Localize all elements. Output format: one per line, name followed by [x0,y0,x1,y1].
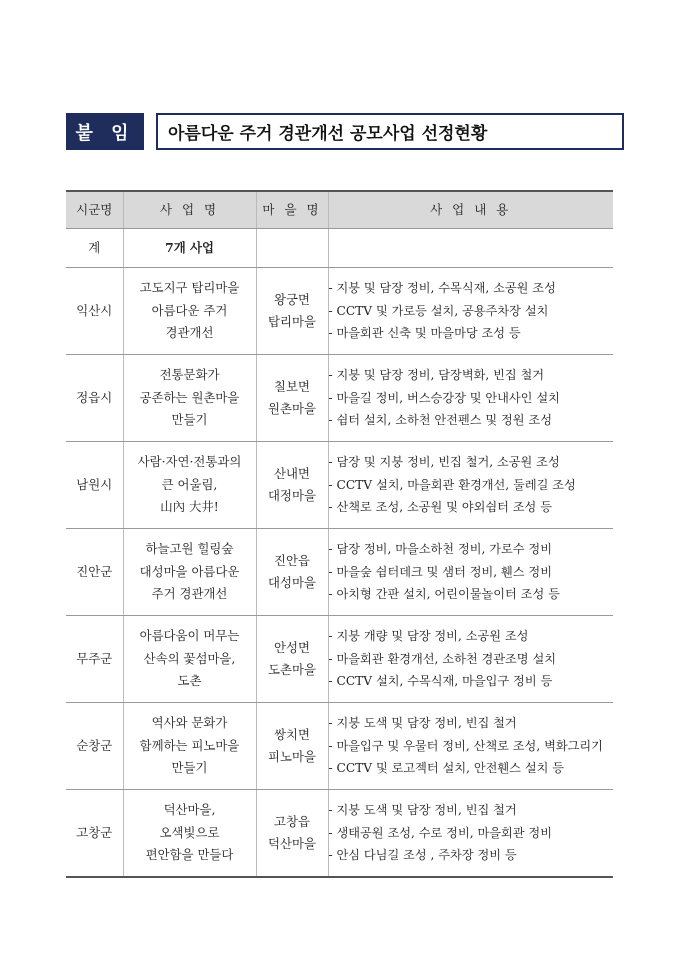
description-line: - 생태공원 조성, 수로 정비, 마을회관 정비 [328,825,552,840]
project-line: 山內 大井! [160,499,219,515]
village-line: 안성면 [274,639,310,655]
table-row [66,616,613,703]
title-box [156,113,624,150]
total-label: 계 [66,229,123,268]
table-header-row [66,191,613,229]
project-line: 덕산마을, [163,802,216,818]
table-row [66,442,613,529]
project-line: 만들기 [171,412,208,428]
village-line: 고창읍 [274,813,310,829]
description-line: - 담장 정비, 마을소하천 정비, 가로수 정비 [328,542,552,557]
description-line: - 마을길 정비, 버스승강장 및 안내사인 설치 [328,390,560,405]
city-cell: 익산시 [66,268,123,355]
project-cell [123,790,256,878]
village-cell [256,529,328,616]
table-row [66,790,613,878]
description-line: - 지붕 도색 및 담장 정비, 빈집 철거 [328,803,517,818]
village-line: 산내면 [274,465,310,481]
header-project: 사 업 명 [123,191,256,229]
total-row [66,229,613,268]
description-line: - 마을회관 환경개선, 소하천 경관조명 설치 [328,651,557,666]
village-cell [256,355,328,442]
village-line: 피노마을 [268,749,316,764]
project-cell [123,529,256,616]
project-cell [123,355,256,442]
description-line: - CCTV 및 가로등 설치, 공용주차장 설치 [328,303,549,318]
city-cell: 순창군 [66,703,123,790]
description-line: - 마을회관 신축 및 마을마당 조성 등 [328,326,521,341]
total-desc [328,229,613,268]
description-line: - CCTV 설치, 수목식재, 마을입구 정비 등 [328,674,553,689]
city-cell: 고창군 [66,790,123,878]
project-line: 편안함을 만들다 [145,847,234,863]
project-line: 도촌 [177,673,202,689]
project-cell [123,616,256,703]
description-line: - 안심 다님길 조성 , 주차장 정비 등 [328,848,517,863]
project-line: 전통문화가 [159,367,220,383]
village-line: 진안읍 [274,552,310,568]
project-line: 사람·자연·전통과의 [137,454,242,470]
description-cell [328,616,613,703]
total-count: 7개 사업 [123,229,256,268]
village-line: 원촌마을 [268,401,316,416]
project-line: 아름다움이 머무는 [139,628,240,644]
project-line: 함께하는 피노마을 [139,737,240,753]
total-village [256,229,328,268]
header-city: 시군명 [66,191,123,229]
project-line: 고도지구 탑리마을 [139,280,240,296]
description-cell [328,790,613,878]
description-line: - 지붕 및 담장 정비, 담장벽화, 빈집 철거 [328,368,545,383]
project-line: 공존하는 원촌마을 [139,389,240,405]
header-village: 마 을 명 [256,191,328,229]
description-cell [328,355,613,442]
title-text: 아름다운 주거 경관개선 공모사업 선정현황 [168,124,488,144]
project-line: 주거 경관개선 [151,586,228,602]
description-line: - CCTV 및 로고젝터 설치, 안전휀스 설치 등 [328,761,565,776]
header-description: 사 업 내 용 [328,191,613,229]
description-line: - 마을숲 쉼터데크 및 샘터 정비, 휀스 정비 [328,564,552,579]
project-cell [123,703,256,790]
project-cell [123,442,256,529]
city-cell: 진안군 [66,529,123,616]
description-cell [328,529,613,616]
table-row [66,268,613,355]
village-line: 대성마을 [268,575,316,590]
description-line: - 지붕 도색 및 담장 정비, 빈집 철거 [328,716,517,731]
table-row [66,529,613,616]
table-row [66,703,613,790]
project-line: 역사와 문화가 [151,715,228,731]
village-line: 왕궁면 [274,291,310,307]
project-cell [123,268,256,355]
description-line: - 담장 및 지붕 정비, 빈집 철거, 소공원 조성 [328,455,560,470]
table-row [66,355,613,442]
project-line: 산속의 꽃섬마을, [143,650,236,666]
village-line: 대정마을 [268,488,316,503]
description-line: - 지붕 개량 및 담장 정비, 소공원 조성 [328,629,529,644]
description-cell [328,703,613,790]
description-line: - 마을입구 및 우물터 정비, 산책로 조성, 벽화그리기 [328,738,603,753]
city-cell: 정읍시 [66,355,123,442]
project-line: 큰 어울림, [161,476,218,492]
selection-table [66,190,613,878]
project-line: 대성마을 아름다운 [139,563,240,579]
description-line: - CCTV 설치, 마을회관 환경개선, 둘레길 조성 [328,477,576,492]
city-cell: 남원시 [66,442,123,529]
description-line: - 아치형 간판 설치, 어린이물놀이터 조성 등 [328,587,560,602]
village-line: 탑리마을 [268,314,316,329]
project-line: 오색빛으로 [159,824,220,840]
project-line: 아름다운 주거 [151,302,228,318]
description-line: - 쉼터 설치, 소하천 안전펜스 및 정원 조성 [328,413,552,428]
village-cell [256,268,328,355]
description-line: - 산책로 조성, 소공원 및 야외쉼터 조성 등 [328,500,552,515]
project-line: 경관개선 [165,325,214,341]
village-line: 칠보면 [274,378,310,394]
village-line: 도촌마을 [268,662,316,677]
project-line: 하늘고원 힐링숲 [145,541,234,557]
project-line: 만들기 [171,760,208,776]
village-line: 덕산마을 [268,836,316,851]
village-cell [256,442,328,529]
village-cell [256,703,328,790]
attachment-badge: 붙 임 [66,113,144,150]
document-title [66,113,614,150]
village-cell [256,616,328,703]
description-cell [328,268,613,355]
description-cell [328,442,613,529]
village-cell [256,790,328,878]
village-line: 쌍치면 [274,726,310,742]
description-line: - 지붕 및 담장 정비, 수목식재, 소공원 조성 [328,281,556,296]
city-cell: 무주군 [66,616,123,703]
